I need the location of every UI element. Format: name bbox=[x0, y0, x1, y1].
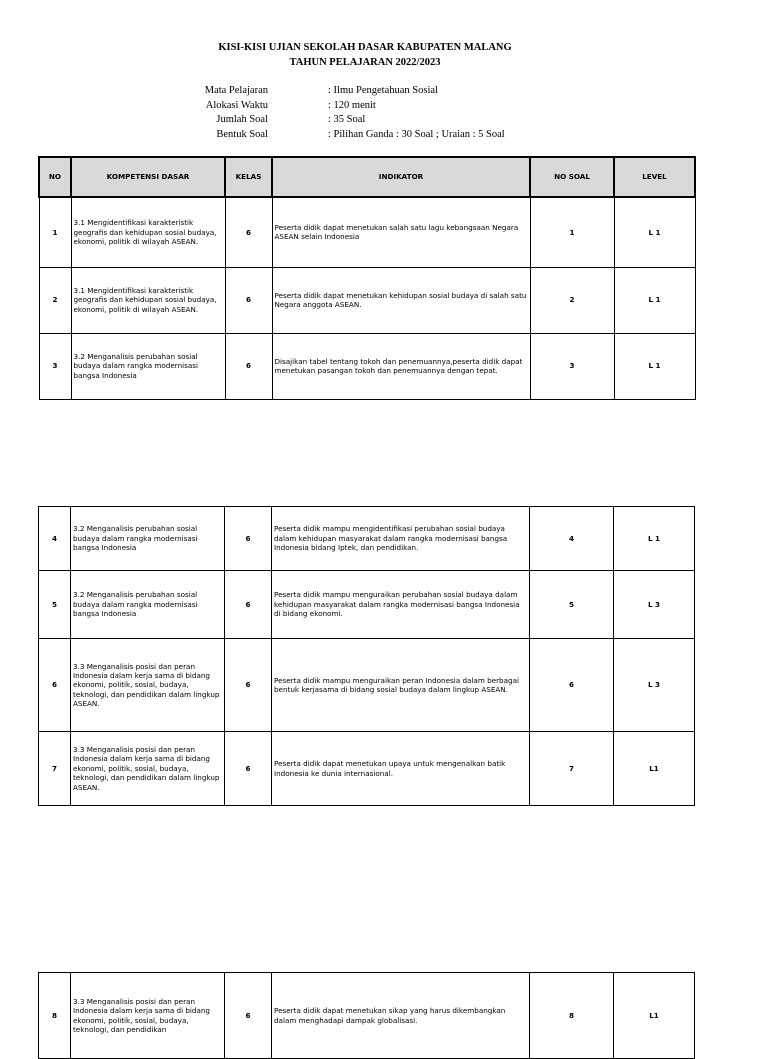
cell-no: 6 bbox=[39, 639, 71, 732]
header-kompetensi-dasar: KOMPETENSI DASAR bbox=[71, 157, 225, 197]
meta-value: : Ilmu Pengetahuan Sosial bbox=[328, 85, 438, 96]
meta-label: Jumlah Soal bbox=[216, 114, 268, 125]
meta-row-count bbox=[150, 114, 710, 129]
cell-level: L 1 bbox=[614, 333, 695, 399]
cell-kelas: 6 bbox=[225, 973, 272, 1059]
meta-row-format bbox=[150, 129, 710, 144]
header-no: NO bbox=[39, 157, 71, 197]
cell-no: 7 bbox=[39, 732, 71, 806]
cell-no-soal: 8 bbox=[530, 973, 614, 1059]
cell-indikator: Disajikan tabel tentang tokoh dan penemuannya,peserta didik dapat menetukan pasangan tokoh dan penemuannya dengan tepat. bbox=[272, 333, 530, 399]
table-row bbox=[39, 973, 695, 1059]
cell-level: L 3 bbox=[614, 571, 695, 639]
cell-kelas: 6 bbox=[225, 333, 272, 399]
header-indikator: INDIKATOR bbox=[272, 157, 530, 197]
cell-kelas: 6 bbox=[225, 732, 272, 806]
cell-level: L 1 bbox=[614, 197, 695, 267]
table-row bbox=[39, 333, 695, 399]
cell-level: L 1 bbox=[614, 507, 695, 571]
meta-row-subject bbox=[150, 85, 710, 100]
cell-no: 8 bbox=[39, 973, 71, 1059]
cell-level: L1 bbox=[614, 732, 695, 806]
cell-no: 2 bbox=[39, 267, 71, 333]
cell-kompetensi-dasar: 3.3 Menganalisis posisi dan peran Indonesia dalam kerja sama di bidang ekonomi, politik, sosial, budaya, teknologi, dan pendidikan dalam lingkup ASEAN. bbox=[71, 639, 225, 732]
table-row bbox=[39, 639, 695, 732]
meta-value: : 120 menit bbox=[328, 99, 376, 111]
kisi-kisi-table bbox=[38, 156, 696, 400]
cell-kompetensi-dasar: 3.3 Menganalisis posisi dan peran Indonesia dalam kerja sama di bidang ekonomi, politik, sosial, budaya, teknologi, dan pendidikan bbox=[71, 973, 225, 1059]
cell-no: 4 bbox=[39, 507, 71, 571]
cell-no-soal: 4 bbox=[530, 507, 614, 571]
cell-level: L1 bbox=[614, 973, 695, 1059]
table-row bbox=[39, 197, 695, 267]
table-header-row bbox=[39, 157, 695, 197]
cell-indikator: Peserta didik mampu mengidentifikasi perubahan sosial budaya dalam kehidupan masyarakat dalam rangka modernisasi bangsa Indonesia bidang Iptek, dan pendidikan. bbox=[272, 507, 530, 571]
cell-kompetensi-dasar: 3.3 Menganalisis posisi dan peran Indonesia dalam kerja sama di bidang ekonomi, politik, sosial, budaya, teknologi, dan pendidikan dalam lingkup ASEAN. bbox=[71, 732, 225, 806]
meta-label: Alokasi Waktu bbox=[205, 99, 268, 111]
document-title: KISI-KISI UJIAN SEKOLAH DASAR KABUPATEN MALANG bbox=[218, 42, 512, 53]
header-level: LEVEL bbox=[614, 157, 695, 197]
cell-no: 1 bbox=[39, 197, 71, 267]
cell-kompetensi-dasar: 3.1 Mengidentifikasi karakteristik geografis dan kehidupan sosial budaya, ekonomi, politik di wilayah ASEAN. bbox=[71, 197, 225, 267]
document-subtitle: TAHUN PELAJARAN 2022/2023 bbox=[289, 57, 441, 68]
cell-indikator: Peserta didik dapat menetukan upaya untuk mengenalkan batik Indonesia ke dunia internasional. bbox=[272, 732, 530, 806]
cell-kompetensi-dasar: 3.2 Menganalisis perubahan sosial budaya dalam rangka modernisasi bangsa Indonesia bbox=[71, 571, 225, 639]
cell-no-soal: 3 bbox=[530, 333, 614, 399]
cell-indikator: Peserta didik dapat menetukan sikap yang harus dikembangkan dalam menghadapi dampak globalisasi. bbox=[272, 973, 530, 1059]
cell-kelas: 6 bbox=[225, 639, 272, 732]
table-row bbox=[39, 507, 695, 571]
cell-indikator: Peserta didik dapat menetukan salah satu lagu kebangsaan Negara ASEAN selain Indonesia bbox=[272, 197, 530, 267]
cell-kelas: 6 bbox=[225, 571, 272, 639]
meta-label: Bentuk Soal bbox=[216, 128, 268, 140]
kisi-kisi-table-continued-2 bbox=[38, 972, 695, 1059]
cell-kelas: 6 bbox=[225, 267, 272, 333]
header-no-soal: NO SOAL bbox=[530, 157, 614, 197]
meta-value: : 35 Soal bbox=[328, 114, 366, 125]
cell-no-soal: 6 bbox=[530, 639, 614, 732]
kisi-kisi-table-continued bbox=[38, 506, 695, 806]
cell-no-soal: 7 bbox=[530, 732, 614, 806]
cell-kelas: 6 bbox=[225, 197, 272, 267]
table-row bbox=[39, 571, 695, 639]
meta-value: : Pilihan Ganda : 30 Soal ; Uraian : 5 Soal bbox=[328, 128, 505, 140]
cell-no: 3 bbox=[39, 333, 71, 399]
cell-kompetensi-dasar: 3.2 Menganalisis perubahan sosial budaya dalam rangka modernisasi bangsa Indonesia bbox=[71, 333, 225, 399]
cell-indikator: Peserta didik mampu menguraikan peran Indonesia dalam berbagai bentuk kerjasama di bidang sosial budaya dalam lingkup ASEAN. bbox=[272, 639, 530, 732]
meta-label: Mata Pelajaran bbox=[204, 85, 268, 96]
cell-kompetensi-dasar: 3.2 Menganalisis perubahan sosial budaya dalam rangka modernisasi bangsa Indonesia bbox=[71, 507, 225, 571]
cell-kelas: 6 bbox=[225, 507, 272, 571]
cell-no-soal: 2 bbox=[530, 267, 614, 333]
meta-row-time bbox=[150, 100, 710, 115]
cell-level: L 3 bbox=[614, 639, 695, 732]
cell-no-soal: 1 bbox=[530, 197, 614, 267]
cell-no-soal: 5 bbox=[530, 571, 614, 639]
table-row bbox=[39, 267, 695, 333]
cell-indikator: Peserta didik mampu menguraikan perubahan sosial budaya dalam kehidupan masyarakat dalam rangka modernisasi bangsa Indonesia di bidang ekonomi. bbox=[272, 571, 530, 639]
cell-kompetensi-dasar: 3.1 Mengidentifikasi karakteristik geografis dan kehidupan sosial budaya, ekonomi, politik di wilayah ASEAN. bbox=[71, 267, 225, 333]
header-kelas: KELAS bbox=[225, 157, 272, 197]
table-row bbox=[39, 732, 695, 806]
cell-no: 5 bbox=[39, 571, 71, 639]
cell-level: L 1 bbox=[614, 267, 695, 333]
exam-info bbox=[150, 85, 710, 143]
cell-indikator: Peserta didik dapat menetukan kehidupan sosial budaya di salah satu Negara anggota ASEAN. bbox=[272, 267, 530, 333]
